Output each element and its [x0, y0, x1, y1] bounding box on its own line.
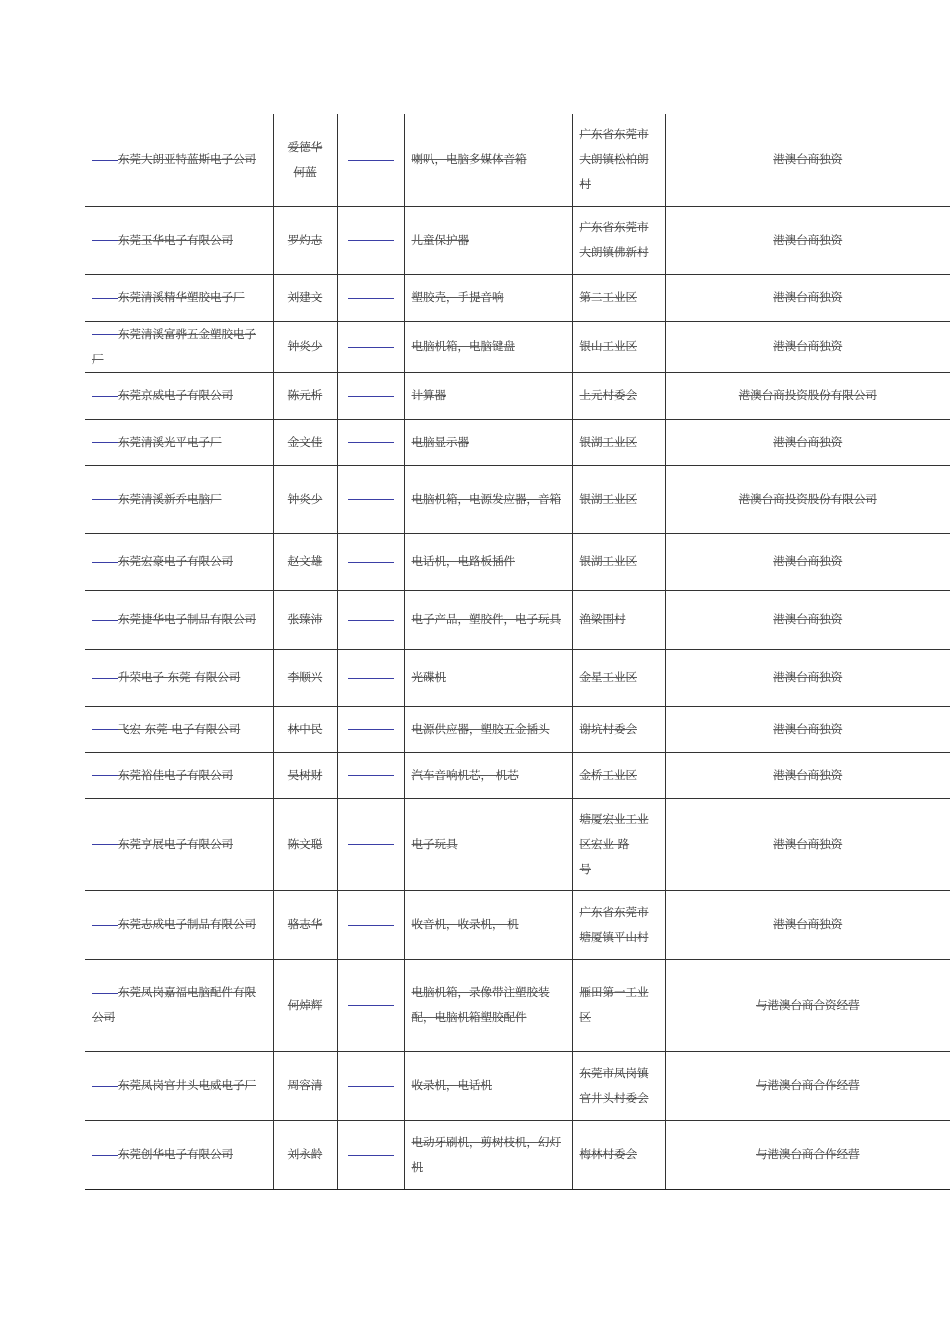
blank-cell — [337, 419, 404, 465]
address-cell-text: 渔梁围村 — [579, 612, 626, 626]
ownership-type-cell-text: 港澳台商独资 — [773, 339, 843, 353]
company-name: 东莞清溪光平电子厂 — [118, 434, 222, 449]
product-cell-text: 电动牙刷机，剪树枝机，幻灯机 — [411, 1134, 561, 1174]
company-name: 升荣电子 东莞 有限公司 — [118, 670, 241, 684]
ownership-type-cell — [665, 959, 950, 1051]
table-row — [85, 890, 950, 959]
person-cell-text: 刘永龄 — [287, 1147, 323, 1161]
company-name: 飞宏 东莞 电子有限公司 — [118, 721, 241, 736]
address-cell-text: 广东省东莞市大朗镇佛新村 — [579, 220, 649, 259]
ownership-type-cell-text: 港澳台商独资 — [773, 290, 843, 304]
person-cell-text: 骆志华 — [287, 917, 323, 931]
product-cell — [404, 274, 572, 321]
ownership-type-cell — [665, 1120, 950, 1189]
ownership-type-cell-text: 港澳台商独资 — [773, 670, 843, 684]
person-cell — [273, 465, 337, 533]
address-cell — [572, 590, 665, 649]
product-cell-text: 电子产品，塑胶件，电子玩具 — [411, 612, 561, 626]
blank-underline — [348, 775, 394, 776]
company-name: 东莞宏豪电子有限公司 — [118, 554, 233, 568]
blank-underline — [348, 844, 394, 845]
table-row — [85, 706, 950, 752]
company-cell — [85, 798, 273, 890]
blank-cell — [337, 890, 404, 959]
blank-cell — [337, 372, 404, 419]
person-cell-text: 钟炎少 — [287, 491, 323, 506]
ownership-type-cell — [665, 533, 950, 590]
company-cell — [85, 752, 273, 798]
address-cell-text: 银湖工业区 — [579, 554, 637, 568]
person-cell — [273, 649, 337, 706]
table-row — [85, 419, 950, 465]
blank-underline — [348, 562, 394, 563]
company-cell — [85, 419, 273, 465]
product-cell — [404, 706, 572, 752]
product-cell — [404, 114, 572, 206]
blank-underline — [348, 396, 394, 397]
product-cell-text: 汽车音响机芯， 机芯 — [411, 767, 519, 782]
product-cell-text: 电子玩具 — [411, 836, 458, 851]
blank-cell — [337, 465, 404, 533]
company-name: 东莞玉华电子有限公司 — [118, 232, 233, 247]
person-cell-text: 金文佳 — [287, 434, 323, 449]
table-row — [85, 1120, 950, 1189]
leading-underline — [92, 620, 118, 621]
product-cell — [404, 372, 572, 419]
blank-underline — [348, 1086, 394, 1087]
product-cell-text: 计算器 — [411, 388, 446, 402]
person-cell — [273, 706, 337, 752]
person-cell-text: 吴树财 — [287, 767, 323, 782]
address-cell-text: 雁田第一工业区 — [579, 985, 649, 1024]
person-cell-text: 陈元析 — [287, 388, 323, 402]
blank-cell — [337, 752, 404, 798]
address-cell-text: 银湖工业区 — [579, 491, 637, 506]
product-cell-text: 儿童保护器 — [411, 232, 469, 247]
company-cell — [85, 114, 273, 206]
table-row — [85, 590, 950, 649]
ownership-type-cell — [665, 114, 950, 206]
person-cell — [273, 1120, 337, 1189]
ownership-type-cell — [665, 372, 950, 419]
leading-underline — [92, 1086, 118, 1087]
address-cell — [572, 649, 665, 706]
address-cell — [572, 1051, 665, 1120]
leading-underline — [92, 442, 118, 443]
address-cell — [572, 274, 665, 321]
table-row — [85, 798, 950, 890]
address-cell — [572, 1120, 665, 1189]
product-cell — [404, 798, 572, 890]
product-cell — [404, 419, 572, 465]
blank-cell — [337, 1120, 404, 1189]
address-cell-text: 塘厦宏业工业区宏业 路 号 — [579, 811, 649, 876]
ownership-type-cell-text: 港澳台商独资 — [773, 612, 843, 626]
address-cell — [572, 890, 665, 959]
blank-underline — [348, 678, 394, 679]
product-cell-text: 电话机，电路板插件 — [411, 554, 515, 568]
person-cell-text: 张臻沛 — [287, 612, 323, 626]
address-cell — [572, 752, 665, 798]
company-cell — [85, 274, 273, 321]
address-cell-text: 金星工业区 — [579, 670, 637, 684]
product-cell — [404, 1120, 572, 1189]
blank-underline — [348, 160, 394, 161]
company-cell — [85, 590, 273, 649]
product-cell-text: 电源供应器，塑胶五金插头 — [411, 721, 550, 736]
product-cell — [404, 321, 572, 372]
company-cell — [85, 372, 273, 419]
table-row — [85, 752, 950, 798]
person-cell — [273, 321, 337, 372]
blank-cell — [337, 114, 404, 206]
blank-cell — [337, 206, 404, 274]
person-cell — [273, 590, 337, 649]
person-cell — [273, 533, 337, 590]
table-row — [85, 114, 950, 206]
table-row — [85, 274, 950, 321]
person-cell — [273, 372, 337, 419]
leading-underline — [92, 775, 118, 776]
ownership-type-cell-text: 与港澳台商合作经营 — [756, 1078, 860, 1092]
product-cell — [404, 465, 572, 533]
leading-underline — [92, 499, 118, 500]
address-cell — [572, 706, 665, 752]
table-row — [85, 533, 950, 590]
company-table — [85, 114, 950, 1190]
company-name: 东莞清溪新乔电脑厂 — [118, 491, 222, 506]
person-cell — [273, 752, 337, 798]
person-cell — [273, 890, 337, 959]
ownership-type-cell — [665, 798, 950, 890]
company-cell — [85, 1051, 273, 1120]
address-cell — [572, 465, 665, 533]
ownership-type-cell-text: 港澳台商独资 — [773, 232, 843, 247]
product-cell-text: 光碟机 — [411, 670, 446, 684]
leading-underline — [92, 678, 118, 679]
blank-cell — [337, 321, 404, 372]
ownership-type-cell-text: 与港澳台商合资经营 — [756, 997, 860, 1012]
company-name: 东莞凤岗嘉福电脑配件有限公司 — [92, 985, 256, 1024]
company-cell — [85, 321, 273, 372]
company-cell — [85, 959, 273, 1051]
blank-cell — [337, 1051, 404, 1120]
person-cell-text: 李顺兴 — [287, 670, 323, 684]
table-row — [85, 465, 950, 533]
table-row — [85, 372, 950, 419]
ownership-type-cell-text: 港澳台商独资 — [773, 152, 843, 167]
table-row — [85, 321, 950, 372]
product-cell-text: 电脑显示器 — [411, 434, 469, 449]
product-cell — [404, 590, 572, 649]
ownership-type-cell-text: 港澳台商独资 — [773, 554, 843, 568]
table-row — [85, 649, 950, 706]
company-name: 东莞志成电子制品有限公司 — [118, 917, 256, 931]
person-cell-text: 林中民 — [287, 721, 323, 736]
address-cell-text: 谢坑村委会 — [579, 721, 637, 736]
leading-underline — [92, 334, 118, 335]
product-cell — [404, 890, 572, 959]
ownership-type-cell — [665, 274, 950, 321]
ownership-type-cell-text: 与港澳台商合作经营 — [756, 1147, 860, 1161]
company-name: 东莞大朗亚特蓝斯电子公司 — [118, 152, 256, 167]
person-cell — [273, 206, 337, 274]
person-cell — [273, 114, 337, 206]
table-row — [85, 959, 950, 1051]
company-cell — [85, 706, 273, 752]
product-cell — [404, 206, 572, 274]
ownership-type-cell — [665, 206, 950, 274]
blank-underline — [348, 620, 394, 621]
address-cell-text: 金桥工业区 — [579, 767, 637, 782]
ownership-type-cell-text: 港澳台商独资 — [773, 836, 843, 851]
address-cell-text: 广东省东莞市塘厦镇平山村 — [579, 904, 649, 944]
ownership-type-cell — [665, 419, 950, 465]
company-cell — [85, 465, 273, 533]
product-cell-text: 收音机，收录机， 机 — [411, 917, 519, 931]
person-cell-text: 赵文雄 — [287, 554, 323, 568]
blank-underline — [348, 499, 394, 500]
product-cell — [404, 649, 572, 706]
person-cell-text: 何焯辉 — [287, 997, 323, 1012]
company-cell — [85, 649, 273, 706]
blank-cell — [337, 533, 404, 590]
company-name: 东莞创华电子有限公司 — [118, 1147, 233, 1161]
address-cell — [572, 959, 665, 1051]
address-cell — [572, 206, 665, 274]
ownership-type-cell — [665, 1051, 950, 1120]
address-cell-text: 银湖工业区 — [579, 434, 637, 449]
blank-underline — [348, 729, 394, 730]
blank-underline — [348, 347, 394, 348]
leading-underline — [92, 562, 118, 563]
address-cell — [572, 798, 665, 890]
company-name: 东莞京威电子有限公司 — [118, 388, 233, 402]
leading-underline — [92, 925, 118, 926]
address-cell-text: 上元村委会 — [579, 388, 637, 402]
person-cell — [273, 959, 337, 1051]
blank-underline — [348, 298, 394, 299]
person-cell-text: 陈文聪 — [287, 836, 323, 851]
product-cell-text: 电脑机箱，电脑键盘 — [411, 339, 515, 353]
product-cell — [404, 959, 572, 1051]
company-cell — [85, 206, 273, 274]
company-cell — [85, 533, 273, 590]
person-cell — [273, 798, 337, 890]
ownership-type-cell-text: 港澳台商独资 — [773, 434, 843, 449]
person-cell — [273, 1051, 337, 1120]
address-cell — [572, 419, 665, 465]
product-cell-text: 收录机，电话机 — [411, 1078, 492, 1092]
company-name: 东莞清溪精华塑胶电子厂 — [118, 290, 245, 304]
ownership-type-cell-text: 港澳台商独资 — [773, 721, 843, 736]
company-name: 东莞裕佳电子有限公司 — [118, 767, 233, 782]
ownership-type-cell-text: 港澳台商独资 — [773, 767, 843, 782]
ownership-type-cell-text: 港澳台商投资股份有限公司 — [738, 491, 877, 506]
ownership-type-cell-text: 港澳台商独资 — [773, 917, 843, 931]
ownership-type-cell — [665, 752, 950, 798]
ownership-type-cell — [665, 590, 950, 649]
blank-cell — [337, 959, 404, 1051]
address-cell-text: 第二工业区 — [579, 290, 637, 304]
company-name: 东莞凤岗官井头电威电子厂 — [118, 1078, 256, 1092]
company-name: 东莞捷华电子制品有限公司 — [118, 612, 256, 626]
address-cell — [572, 372, 665, 419]
leading-underline — [92, 396, 118, 397]
company-cell — [85, 890, 273, 959]
product-cell-text: 电脑机箱，录像带注塑胶装配，电脑机箱塑胶配件 — [411, 985, 550, 1024]
leading-underline — [92, 1155, 118, 1156]
product-cell-text: 喇叭，电脑多媒体音箱 — [411, 152, 527, 167]
person-cell-text: 罗灼志 — [287, 232, 323, 247]
address-cell — [572, 321, 665, 372]
person-cell — [273, 274, 337, 321]
blank-underline — [348, 1155, 394, 1156]
product-cell-text: 电脑机箱，电源发应器，音箱 — [411, 491, 561, 506]
blank-cell — [337, 590, 404, 649]
leading-underline — [92, 160, 118, 161]
product-cell — [404, 752, 572, 798]
product-cell — [404, 533, 572, 590]
address-cell-text: 东莞市凤岗镇官井头村委会 — [579, 1065, 649, 1105]
product-cell-text: 塑胶壳，手提音响 — [411, 290, 504, 304]
blank-cell — [337, 706, 404, 752]
product-cell — [404, 1051, 572, 1120]
leading-underline — [92, 240, 118, 241]
address-cell-text: 广东省东莞市大朗镇松柏朗村 — [579, 127, 649, 192]
blank-cell — [337, 798, 404, 890]
leading-underline — [92, 993, 118, 994]
blank-underline — [348, 442, 394, 443]
person-cell-text: 钟炎少 — [287, 339, 323, 353]
leading-underline — [92, 298, 118, 299]
company-name: 东莞清溪富骅五金塑胶电子厂 — [92, 326, 256, 366]
blank-cell — [337, 649, 404, 706]
address-cell-text: 梅林村委会 — [579, 1147, 637, 1161]
address-cell — [572, 114, 665, 206]
table-body — [85, 114, 950, 1189]
table-row — [85, 1051, 950, 1120]
blank-underline — [348, 240, 394, 241]
blank-cell — [337, 274, 404, 321]
ownership-type-cell — [665, 890, 950, 959]
person-cell-text: 爱德华 何蓝 — [287, 139, 323, 179]
address-cell — [572, 533, 665, 590]
ownership-type-cell — [665, 706, 950, 752]
address-cell-text: 银山工业区 — [579, 339, 637, 353]
ownership-type-cell-text: 港澳台商投资股份有限公司 — [738, 388, 877, 402]
blank-underline — [348, 925, 394, 926]
ownership-type-cell — [665, 465, 950, 533]
leading-underline — [92, 729, 118, 730]
person-cell — [273, 419, 337, 465]
company-cell — [85, 1120, 273, 1189]
ownership-type-cell — [665, 649, 950, 706]
blank-underline — [348, 1005, 394, 1006]
person-cell-text: 周容清 — [287, 1078, 323, 1092]
company-name: 东莞亨展电子有限公司 — [118, 836, 233, 851]
table-row — [85, 206, 950, 274]
ownership-type-cell — [665, 321, 950, 372]
leading-underline — [92, 844, 118, 845]
person-cell-text: 刘建文 — [287, 290, 323, 304]
